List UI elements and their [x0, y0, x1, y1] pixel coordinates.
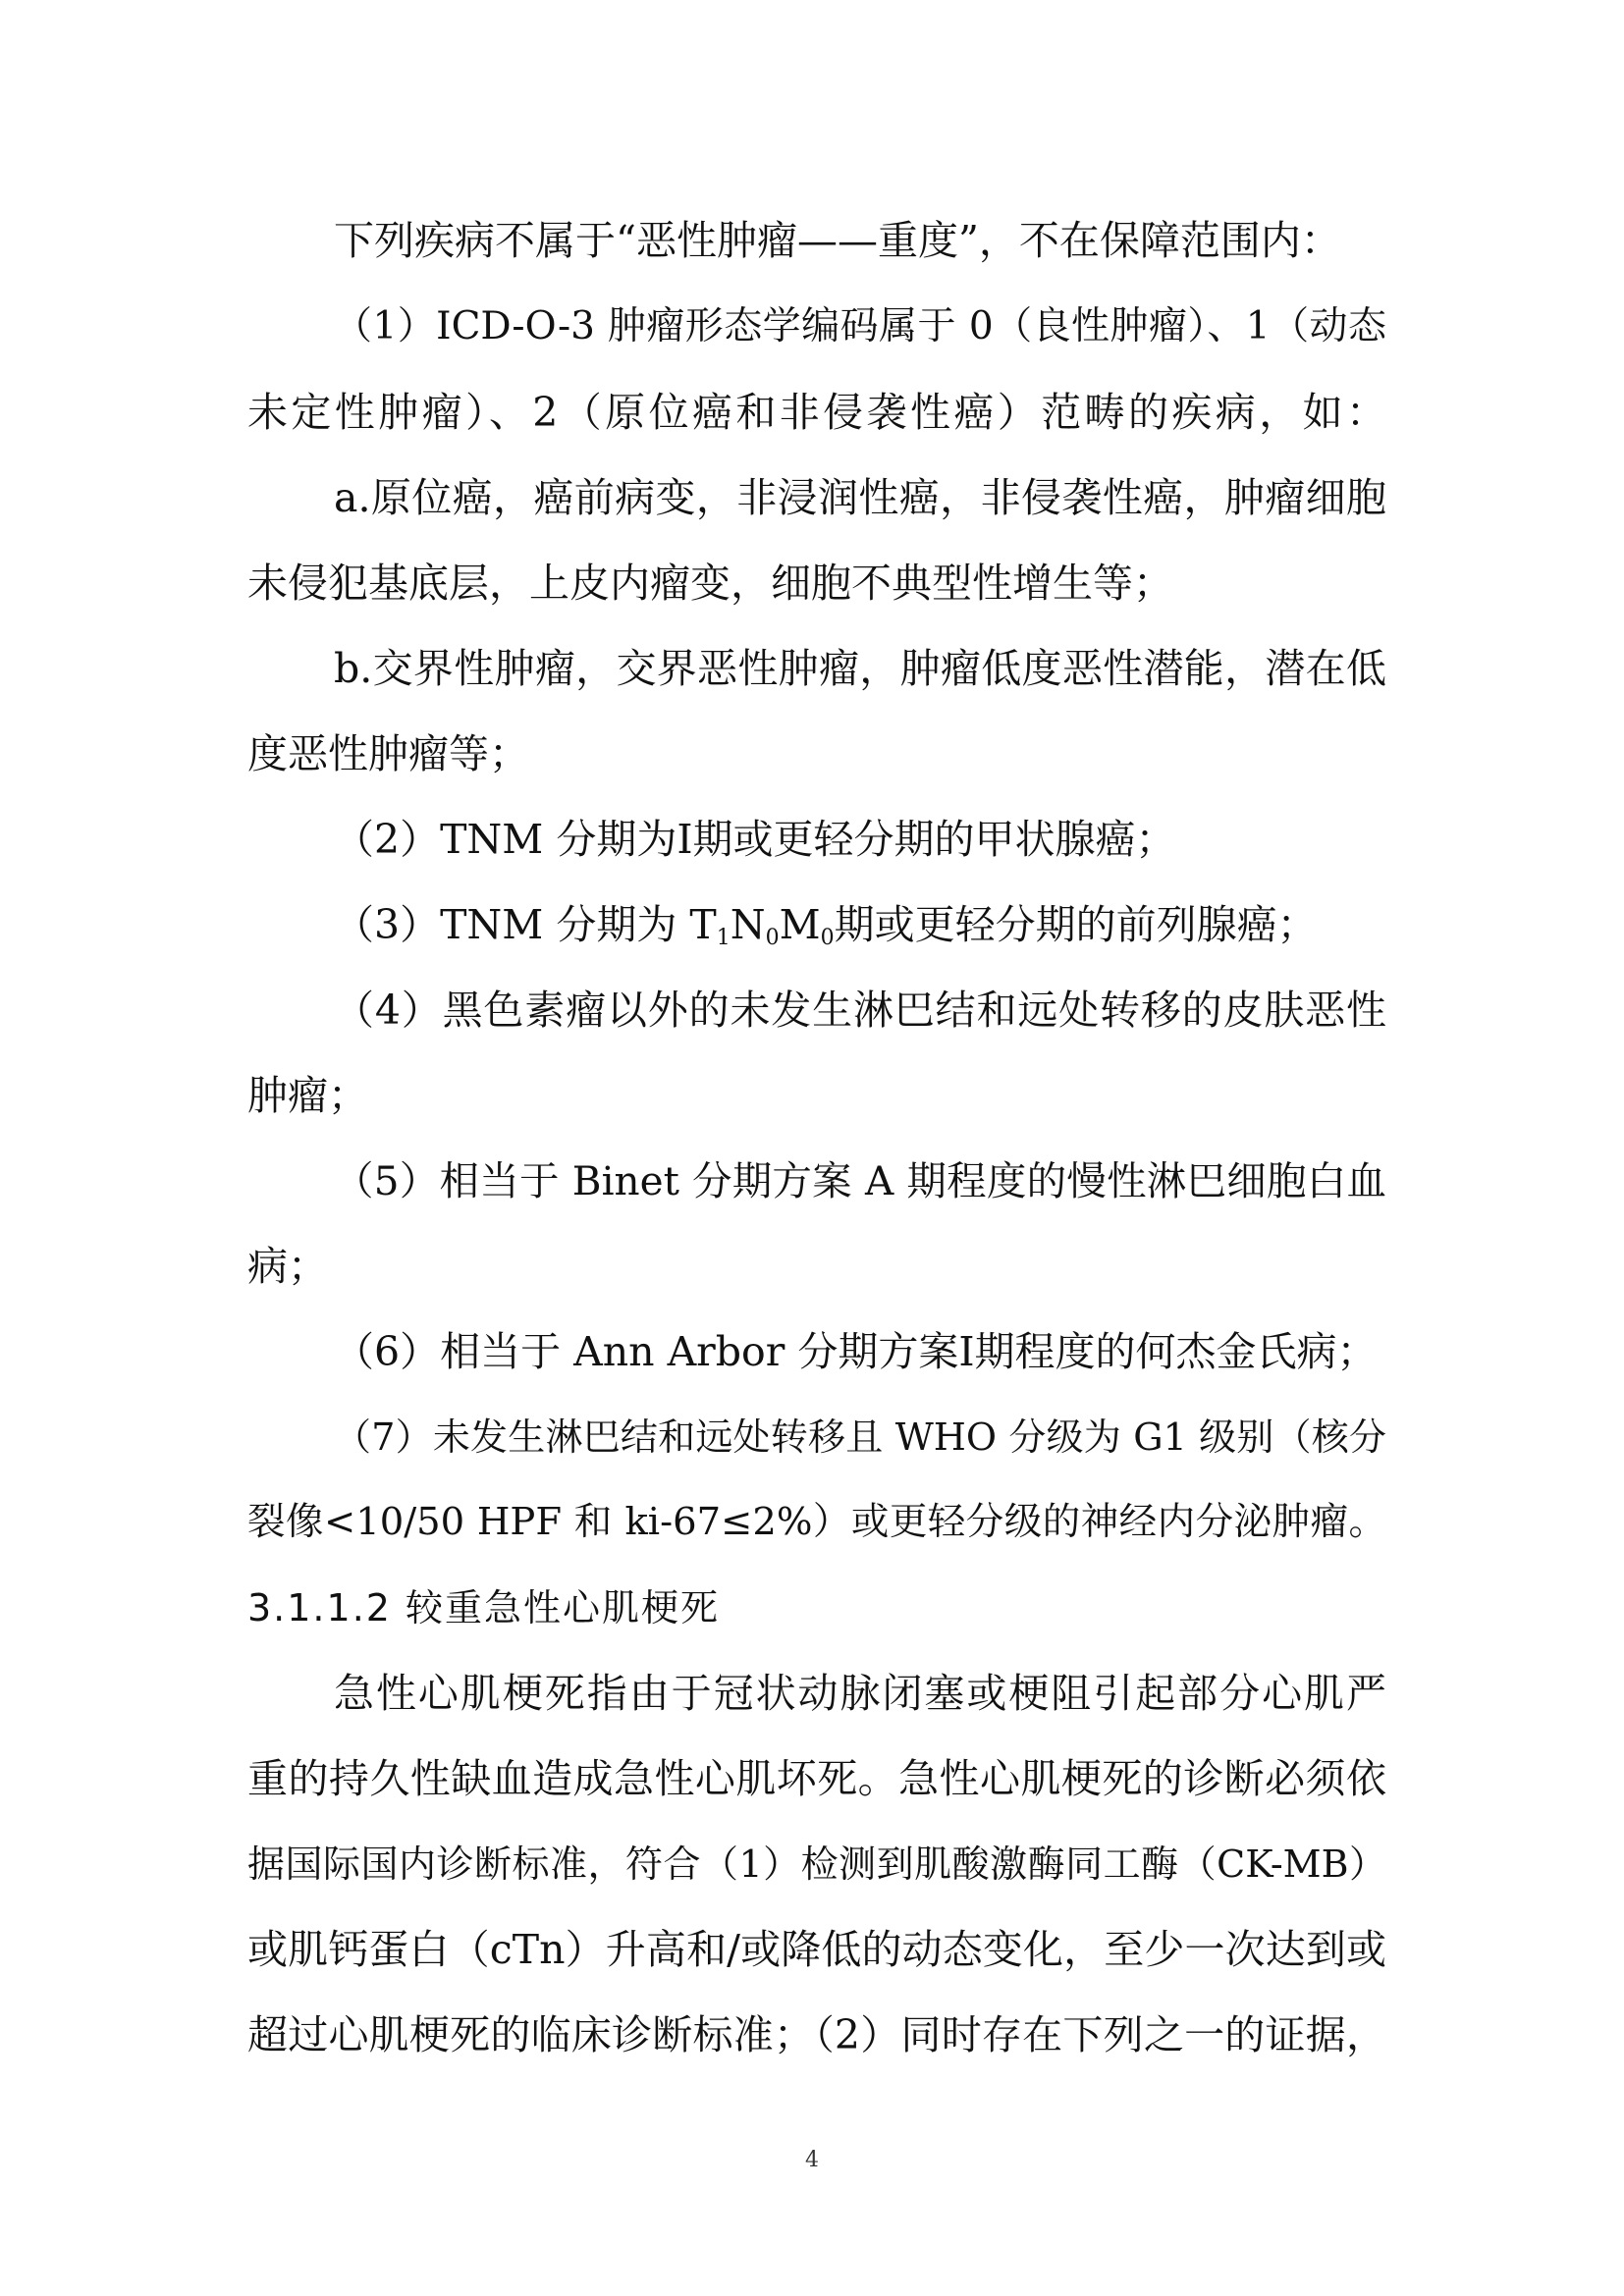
- paragraph-line: （7）未发生淋巴结和远处转移且 WHO 分级为 G1 级别（核分: [334, 1415, 1386, 1459]
- tnm-line: [334, 895, 1318, 954]
- paragraph-line: 肿瘤；: [247, 1072, 368, 1119]
- paragraph-line: （2）TNM 分期为Ⅰ期或更轻分期的甲状腺癌；: [334, 816, 1176, 863]
- tnm-suffix: 期或更轻分期的前列腺癌；: [834, 901, 1318, 948]
- paragraph-line: 度恶性肿瘤等；: [247, 730, 529, 777]
- tnm-t-sub: 1: [716, 926, 731, 950]
- paragraph-line: b.交界性肿瘤，交界恶性肿瘤，肿瘤低度恶性潜能，潜在低: [334, 645, 1386, 692]
- paragraph-line: 裂像<10/50 HPF 和 ki-67≤2%）或更轻分级的神经内分泌肿瘤。: [247, 1500, 1386, 1544]
- paragraph-line: 病；: [247, 1243, 328, 1290]
- tnm-n-sub: 0: [765, 926, 780, 950]
- paragraph-line: 重的持久性缺血造成急性心肌坏死。急性心肌梗死的诊断必须依: [247, 1755, 1386, 1802]
- tnm-t: T: [689, 901, 717, 948]
- page-number: 4: [805, 2148, 819, 2172]
- paragraph-line: 超过心肌梗死的临床诊断标准；（2）同时存在下列之一的证据，: [247, 2011, 1386, 2058]
- tnm-m: M: [779, 901, 821, 948]
- paragraph-line: （5）相当于 Binet 分期方案 A 期程度的慢性淋巴细胞白血: [334, 1157, 1386, 1204]
- paragraph-line: 或肌钙蛋白（cTn）升高和/或降低的动态变化，至少一次达到或: [247, 1926, 1386, 1973]
- tnm-n: N: [730, 901, 766, 948]
- paragraph-line: a.原位癌，癌前病变，非浸润性癌，非侵袭性癌，肿瘤细胞: [334, 474, 1386, 521]
- paragraph-line: （1）ICD-O-3 肿瘤形态学编码属于 0（良性肿瘤）、1（动态: [334, 304, 1386, 348]
- tnm-prefix: （3）TNM 分期为: [334, 901, 690, 948]
- tnm-m-sub: 0: [820, 926, 835, 950]
- paragraph-line: 下列疾病不属于“恶性肿瘤——重度”，不在保障范围内：: [334, 217, 1341, 264]
- paragraph-line: 据国际国内诊断标准，符合（1）检测到肌酸激酶同工酶（CK-MB）: [247, 1842, 1386, 1886]
- paragraph-line: 未侵犯基底层，上皮内瘤变，细胞不典型性增生等；: [247, 560, 1173, 607]
- paragraph-line: 未定性肿瘤）、2（原位癌和非侵袭性癌）范畴的疾病，如：: [247, 389, 1386, 436]
- paragraph-line: （4）黑色素瘤以外的未发生淋巴结和远处转移的皮肤恶性: [334, 987, 1386, 1034]
- paragraph-line: （6）相当于 Ann Arbor 分期方案Ⅰ期程度的何杰金氏病；: [334, 1328, 1378, 1375]
- section-heading: 3.1.1.2 较重急性心肌梗死: [247, 1586, 721, 1629]
- paragraph-line: 急性心肌梗死指由于冠状动脉闭塞或梗阻引起部分心肌严: [334, 1670, 1386, 1717]
